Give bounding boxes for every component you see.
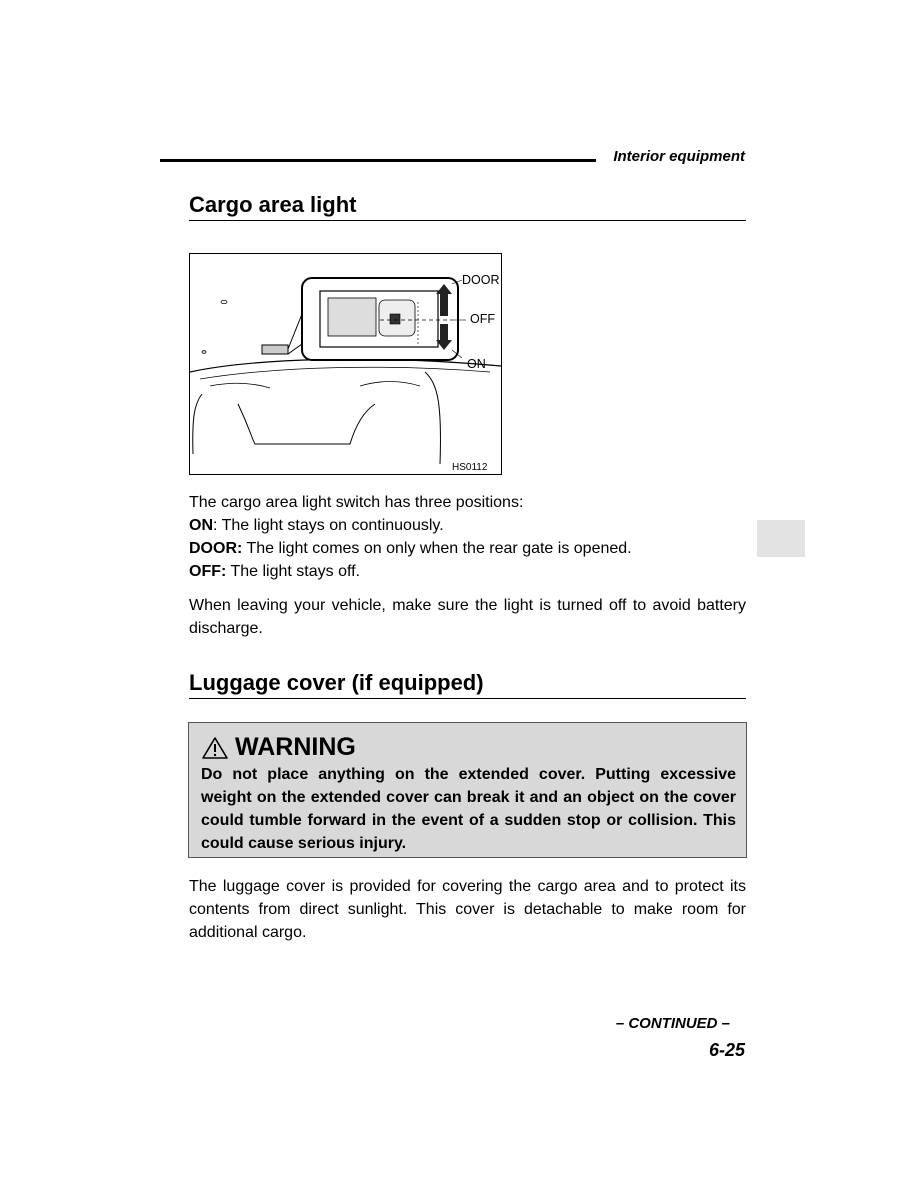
switch-positions-text — [189, 491, 746, 583]
section-rule — [189, 220, 746, 221]
page-number: 6-25 — [708, 1040, 745, 1060]
luggage-cover-description: The luggage cover is provided for covering the cargo area and to protect its contents from direct sunlight. This cover is detachable to make room for additional cargo. — [189, 878, 746, 941]
warning-heading — [201, 733, 356, 762]
chapter-thumb-tab — [757, 520, 805, 557]
label-on: ON — [467, 357, 486, 371]
header-section-title: Interior equipment — [613, 148, 745, 165]
label-door: DOOR — [462, 273, 500, 287]
battery-note: When leaving your vehicle, make sure the light is turned off to avoid battery discharge. — [189, 597, 746, 637]
position-off-line: OFF: The light stays off. — [189, 563, 361, 580]
header-rule — [160, 159, 596, 162]
label-off: OFF — [470, 312, 495, 326]
section-title-luggage-cover: Luggage cover (if equipped) — [189, 670, 484, 695]
figure-code: HS0112 — [452, 462, 488, 473]
warning-box — [188, 722, 747, 858]
warning-triangle-icon — [201, 736, 229, 760]
warning-text: Do not place anything on the extended cover. Putting excessive weight on the extended cover can break it and an object on the cover could tumble forward in the event of a sudden stop or collision. This could cause serious injury. — [201, 766, 736, 852]
position-on-line: ON: The light stays on continuously. — [189, 517, 444, 534]
position-door-line: DOOR: The light comes on only when the rear gate is opened. — [189, 540, 632, 557]
continued-marker: – CONTINUED – — [615, 1015, 730, 1032]
section-title-cargo-light: Cargo area light — [189, 192, 357, 217]
cargo-light-figure — [189, 253, 502, 475]
intro-line: The cargo area light switch has three positions: — [189, 494, 524, 511]
cargo-light-illustration — [190, 254, 501, 474]
warning-title: WARNING — [235, 733, 356, 761]
section-rule — [189, 698, 746, 699]
